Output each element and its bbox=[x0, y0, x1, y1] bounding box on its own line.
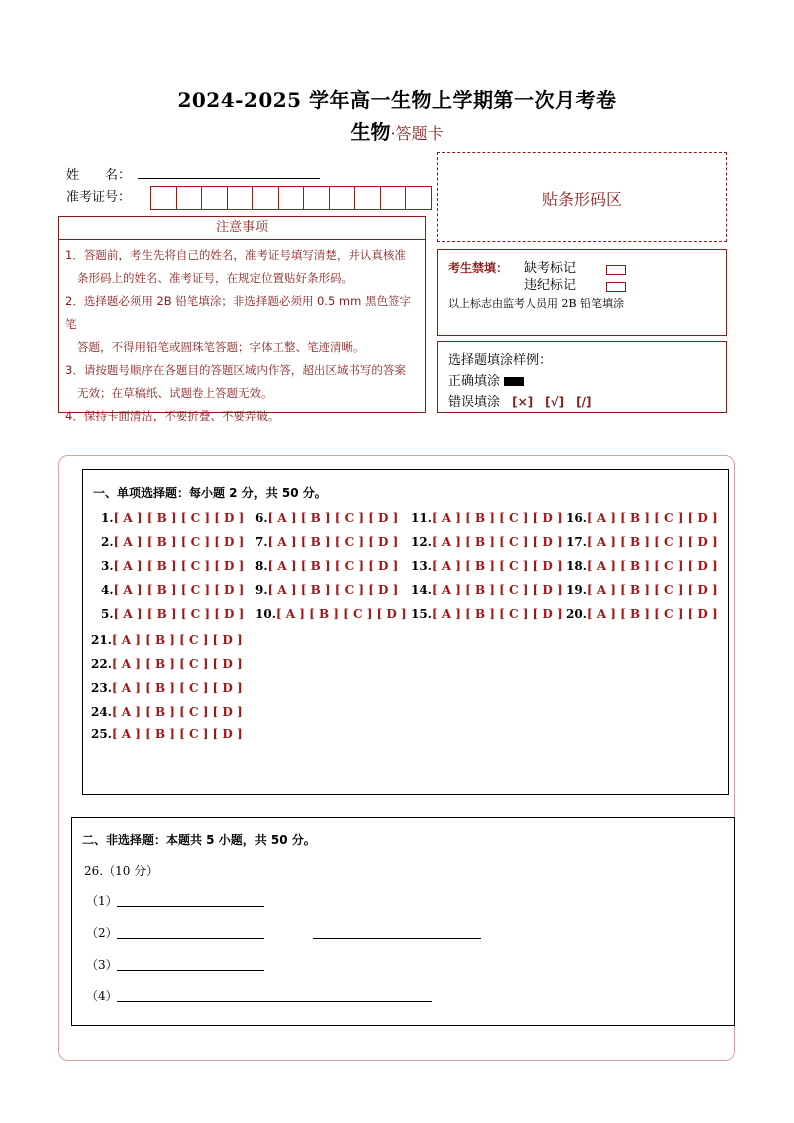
question-number: 25. bbox=[91, 727, 112, 741]
absent-label: 缺考标记 bbox=[524, 261, 577, 276]
answer-options[interactable]: [ A ] [ B ] [ C ] [ D ] bbox=[586, 583, 718, 597]
question-number: 23. bbox=[91, 681, 112, 695]
notice-item: 1．答题前，考生先将自己的姓名，准考证号填写清楚，并认真核准 条形码上的姓名、准考证号，在规定位置贴好条形码。 bbox=[65, 248, 406, 285]
mc-question[interactable] bbox=[411, 583, 563, 597]
fill-example-box bbox=[437, 341, 727, 413]
wrong-label: 错误填涂 bbox=[448, 395, 501, 410]
id-cell[interactable] bbox=[380, 186, 407, 210]
answer-options[interactable]: [ A ] [ B ] [ C ] [ D ] bbox=[111, 727, 243, 741]
id-cell[interactable] bbox=[252, 186, 279, 210]
mc-question[interactable] bbox=[91, 657, 243, 671]
violation-label: 违纪标记 bbox=[524, 278, 577, 293]
question-number: 11. bbox=[411, 511, 432, 525]
answer-options[interactable]: [ A ] [ B ] [ C ] [ D ] bbox=[113, 559, 245, 573]
mc-question[interactable] bbox=[101, 559, 244, 573]
question-number: 19. bbox=[566, 583, 587, 597]
id-cell[interactable] bbox=[278, 186, 305, 210]
mc-question[interactable] bbox=[411, 559, 563, 573]
question-number: 12. bbox=[411, 535, 432, 549]
question-number: 8. bbox=[255, 559, 268, 573]
mc-question[interactable] bbox=[411, 607, 563, 621]
answer-line[interactable] bbox=[117, 938, 264, 939]
question-number: 2. bbox=[101, 535, 114, 549]
correct-label: 正确填涂 bbox=[448, 374, 501, 389]
id-cell[interactable] bbox=[303, 186, 330, 210]
answer-options[interactable]: [ A ] [ B ] [ C ] [ D ] bbox=[267, 511, 399, 525]
notice-item: 3．请按题号顺序在各题目的答题区域内作答，超出区域书写的答案 无效；在草稿纸、试题卷上答题无效。 bbox=[65, 363, 406, 400]
mc-question[interactable] bbox=[566, 607, 718, 621]
mc-question[interactable] bbox=[255, 583, 398, 597]
mc-question[interactable] bbox=[566, 583, 718, 597]
question-number: 5. bbox=[101, 607, 114, 621]
id-cell[interactable] bbox=[354, 186, 381, 210]
mc-question[interactable] bbox=[91, 681, 243, 695]
answer-options[interactable]: [ A ] [ B ] [ C ] [ D ] bbox=[586, 535, 718, 549]
card-subtitle bbox=[0, 116, 794, 145]
id-cell[interactable] bbox=[329, 186, 356, 210]
barcode-area bbox=[437, 152, 727, 242]
question-number: 24. bbox=[91, 705, 112, 719]
section-free-response bbox=[71, 817, 735, 1026]
answer-line[interactable] bbox=[117, 970, 264, 971]
mc-question[interactable] bbox=[101, 511, 244, 525]
name-label: 姓 名： bbox=[66, 168, 132, 183]
section2-heading: 二、非选择题：本题共 5 小题，共 50 分。 bbox=[82, 833, 316, 847]
answer-options[interactable]: [ A ] [ B ] [ C ] [ D ] bbox=[111, 705, 243, 719]
answer-options[interactable]: [ A ] [ B ] [ C ] [ D ] bbox=[431, 559, 563, 573]
question-number: 15. bbox=[411, 607, 432, 621]
answer-options[interactable]: [ A ] [ B ] [ C ] [ D ] bbox=[431, 535, 563, 549]
question-number: 10. bbox=[255, 607, 276, 621]
violation-mark-box[interactable] bbox=[606, 282, 626, 292]
question-number: 1. bbox=[101, 511, 114, 525]
filled-mark-sample bbox=[504, 377, 524, 386]
mc-question[interactable] bbox=[101, 583, 244, 597]
mc-question[interactable] bbox=[91, 727, 243, 741]
answer-line[interactable] bbox=[117, 1001, 432, 1002]
question-number: 18. bbox=[566, 559, 587, 573]
mc-question[interactable] bbox=[566, 535, 718, 549]
name-field[interactable] bbox=[138, 178, 320, 179]
answer-options[interactable]: [ A ] [ B ] [ C ] [ D ] bbox=[431, 583, 563, 597]
section1-heading: 一、单项选择题：每小题 2 分，共 50 分。 bbox=[93, 486, 327, 500]
forbid-label: 考生禁填： bbox=[448, 261, 509, 275]
mc-question[interactable] bbox=[91, 633, 243, 647]
question-number: 4. bbox=[101, 583, 114, 597]
answer-options[interactable]: [ A ] [ B ] [ C ] [ D ] bbox=[267, 535, 399, 549]
answer-options[interactable]: [ A ] [ B ] [ C ] [ D ] bbox=[431, 511, 563, 525]
notice-box bbox=[58, 216, 426, 423]
mc-question[interactable] bbox=[566, 511, 718, 525]
answer-options[interactable]: [ A ] [ B ] [ C ] [ D ] bbox=[267, 583, 399, 597]
part-1-label: （1） bbox=[86, 894, 118, 908]
id-cell[interactable] bbox=[176, 186, 203, 210]
mc-question[interactable] bbox=[101, 607, 244, 621]
exam-id-boxes[interactable] bbox=[151, 186, 432, 210]
answer-line[interactable] bbox=[313, 938, 481, 939]
forbid-note: 以上标志由监考人员用 2B 铅笔填涂 bbox=[448, 297, 625, 310]
subject-label: 生物 bbox=[350, 120, 391, 144]
id-cell[interactable] bbox=[227, 186, 254, 210]
notice-title: 注意事项 bbox=[59, 217, 425, 240]
answer-options[interactable]: [ A ] [ B ] [ C ] [ D ] bbox=[113, 535, 245, 549]
question-number: 14. bbox=[411, 583, 432, 597]
answer-options[interactable]: [ A ] [ B ] [ C ] [ D ] bbox=[586, 511, 718, 525]
question-26-label: 26.（10 分） bbox=[84, 864, 159, 878]
card-label: ·答题卡 bbox=[390, 124, 444, 143]
example-title: 选择题填涂样例： bbox=[448, 353, 553, 368]
proctor-box bbox=[437, 249, 727, 336]
id-label: 准考证号： bbox=[66, 190, 132, 205]
question-number: 9. bbox=[255, 583, 268, 597]
question-number: 20. bbox=[566, 607, 587, 621]
mc-question[interactable] bbox=[91, 705, 243, 719]
mc-question[interactable] bbox=[411, 511, 563, 525]
mc-question[interactable] bbox=[101, 535, 244, 549]
answer-options[interactable]: [ A ] [ B ] [ C ] [ D ] bbox=[267, 559, 399, 573]
answer-options[interactable]: [ A ] [ B ] [ C ] [ D ] bbox=[113, 607, 245, 621]
part-4-label: （4） bbox=[86, 989, 118, 1003]
answer-options[interactable]: [ A ] [ B ] [ C ] [ D ] bbox=[431, 607, 563, 621]
part-2-label: （2） bbox=[86, 926, 118, 940]
answer-options[interactable]: [ A ] [ B ] [ C ] [ D ] bbox=[111, 633, 243, 647]
question-number: 6. bbox=[255, 511, 268, 525]
question-number: 22. bbox=[91, 657, 112, 671]
answer-options[interactable]: [ A ] [ B ] [ C ] [ D ] bbox=[113, 583, 245, 597]
id-cell[interactable] bbox=[150, 186, 177, 210]
answer-options[interactable]: [ A ] [ B ] [ C ] [ D ] bbox=[586, 559, 718, 573]
mc-question[interactable] bbox=[255, 535, 398, 549]
notice-item: 4．保持卡面清洁，不要折叠、不要弄破。 bbox=[65, 409, 280, 423]
question-number: 17. bbox=[566, 535, 587, 549]
page-title: 2024-2025 学年高一生物上学期第一次月考卷 bbox=[177, 88, 617, 112]
part-3-label: （3） bbox=[86, 958, 118, 972]
answer-options[interactable]: [ A ] [ B ] [ C ] [ D ] bbox=[111, 657, 243, 671]
answer-line[interactable] bbox=[117, 906, 264, 907]
question-number: 3. bbox=[101, 559, 114, 573]
id-cell[interactable] bbox=[201, 186, 228, 210]
question-number: 13. bbox=[411, 559, 432, 573]
mc-question[interactable] bbox=[566, 559, 718, 573]
barcode-label: 贴条形码区 bbox=[541, 190, 622, 209]
absent-mark-box[interactable] bbox=[606, 265, 626, 275]
answer-options[interactable]: [ A ] [ B ] [ C ] [ D ] bbox=[586, 607, 718, 621]
mc-question[interactable] bbox=[255, 607, 407, 621]
question-number: 7. bbox=[255, 535, 268, 549]
notice-item: 2．选择题必须用 2B 铅笔填涂；非选择题必须用 0.5 mm 黑色签字笔 答题，不得用铅笔或圆珠笔答题；字体工整、笔迹清晰。 bbox=[65, 294, 411, 354]
question-number: 16. bbox=[566, 511, 587, 525]
question-number: 21. bbox=[91, 633, 112, 647]
wrong-marks: [×] [√] [/] bbox=[512, 395, 592, 409]
mc-question[interactable] bbox=[255, 511, 398, 525]
answer-options[interactable]: [ A ] [ B ] [ C ] [ D ] bbox=[111, 681, 243, 695]
id-cell[interactable] bbox=[405, 186, 432, 210]
answer-options[interactable]: [ A ] [ B ] [ C ] [ D ] bbox=[275, 607, 407, 621]
mc-question[interactable] bbox=[255, 559, 398, 573]
mc-question[interactable] bbox=[411, 535, 563, 549]
answer-options[interactable]: [ A ] [ B ] [ C ] [ D ] bbox=[113, 511, 245, 525]
